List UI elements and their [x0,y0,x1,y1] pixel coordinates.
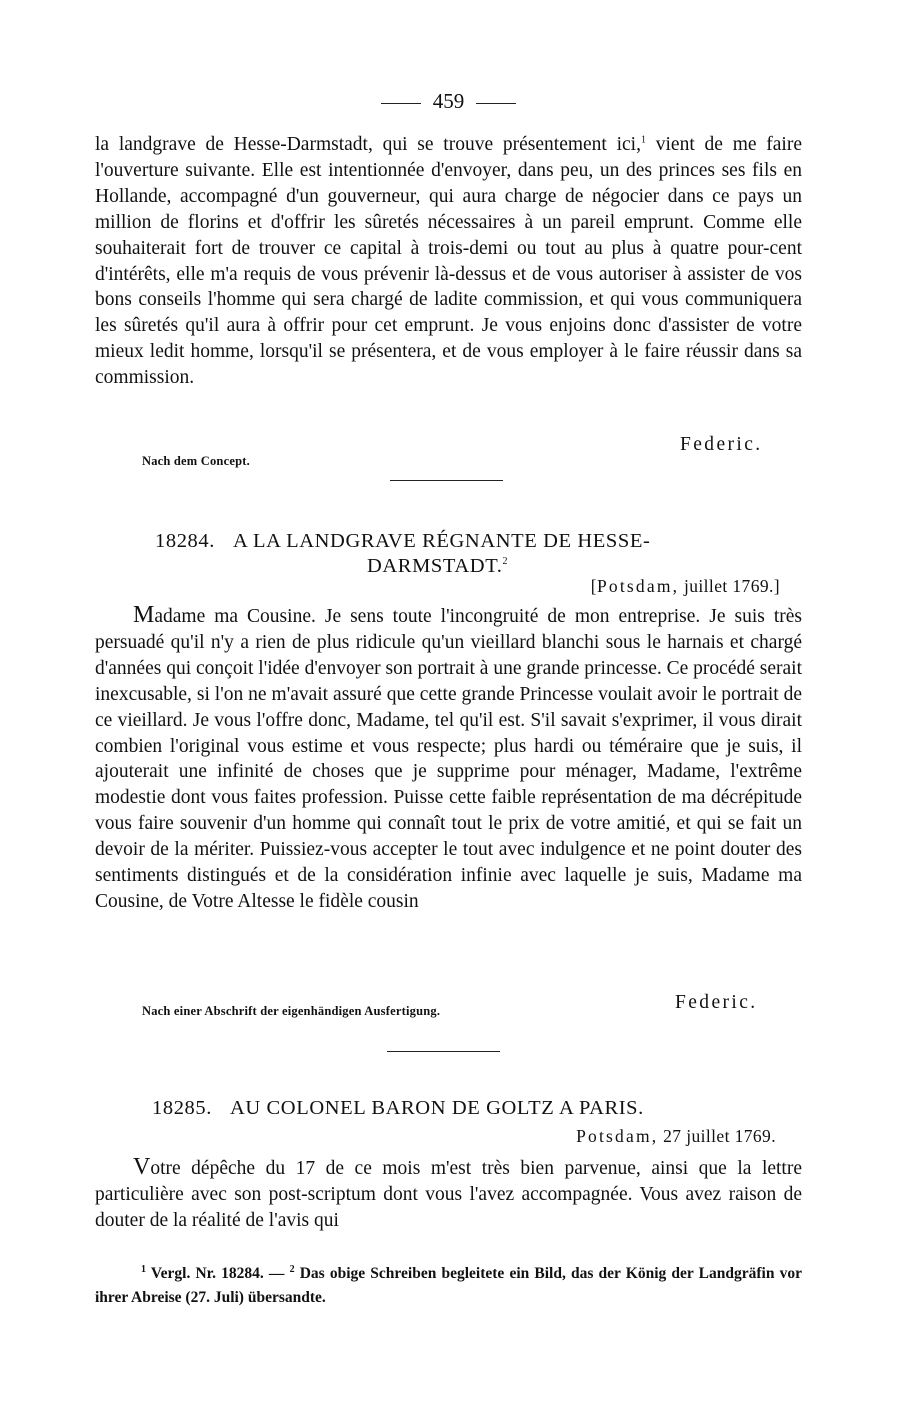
letter-prev-body [95,132,802,391]
page-header [95,88,802,114]
footnote-2-mark: 2 [289,1263,295,1275]
letter-prev-text-rest: vient de me faire l'ouverture suivante. Elle est intentionnée d'envoyer, dans peu, un des princes ses fils en Hollande, accompagné d'un gouverneur, qui aura charge de négocier dans ce pays un million de florins et d'offrir les sûretés nécessaires à un pareil emprunt. Comme elle souhaiterait fort de trouver ce capital à trois-demi ou tout au plus à quatre pour-cent d'intérêts, elle m'a requis de vous prévenir là-dessus et de vous autoriser à assister de vos bons conseils l'homme qui sera chargé de ladite commission, et qui vous communiquera les sûretés qu'il aura à offrir pour cet emprunt. Je vous enjoins donc d'assister de votre mieux ledit homme, lorsqu'il se présentera, et de vous employer à le faire réussir dans sa commission. [95,134,802,389]
footnote-2-text: Das obige Schreiben begleitete ein Bild, das der König der Landgräfin vor ihrer Abreise (27. Juli) übersandte. [95,1265,802,1306]
date-rest-2: 27 juillet 1769. [658,1126,776,1146]
letter-18285-dateline [576,1126,776,1147]
header-dash-left [381,103,421,104]
letter-18285-body [95,1155,802,1234]
letter-18284-recipient-line2: DARMSTADT. [367,555,503,577]
date-rest: juillet 1769.] [679,576,780,596]
date-place: Potsdam, [596,576,680,596]
letter-18284-heading [155,528,805,554]
letter-prev-signature: Federic. [680,434,763,455]
letter-18284-source: Nach einer Abschrift der eigenhändigen Ausfertigung. [142,1004,441,1018]
section-divider [390,480,503,481]
header-dash-right [476,103,516,104]
letter-18284-number: 18284. [155,530,215,552]
letter-18284-text: adame ma Cousine. Je sens toute l'incongruité de mon entreprise. Je suis très persuadé qu'il n'y a rien de plus ridicule qu'un vieillard blanchi sous le harnais et chargé d'années qui conçoit l'idée d'envoyer son portrait à une grande princesse. Ce procédé serait inexcusable, si l'on ne m'avait assuré que cette grande Princesse voulait avoir le portrait de ce vieillard. Je vous l'offre donc, Madame, tel qu'il est. S'il savait s'exprimer, il vous dirait combien l'original vous estime et vous respecte; plus hardi ou téméraire que je suis, il ajouterait une infinité de choses que je supprime pour ménager, Madame, l'extrême modestie dont vous faites profession. Puisse cette faible représentation de ma décrépitude vous faire souvenir d'un homme qui connaît tout le prix de votre amitié, et qui se fait un devoir de la mériter. Puissiez-vous accepter le tout avec indulgence et ne point douter des sentiments distingués et de la considération infinie avec laquelle je suis, Madame ma Cousine, de Votre Altesse le fidèle cousin [95,606,802,912]
letter-18285-initial: V [133,1154,151,1180]
letter-18285-number: 18285. [152,1097,212,1119]
footnote-1-mark: 1 [141,1263,146,1275]
footnote-1-text: Vergl. Nr. 18284. — [146,1265,290,1282]
book-page [95,0,802,1404]
letter-prev-source: Nach dem Concept. [142,454,250,468]
letter-18284-initial: M [133,602,155,628]
date-bracket: [ [590,576,597,596]
footnote-ref-2: 2 [502,556,509,568]
page-number: 459 [432,89,465,113]
section-divider-2 [387,1051,500,1052]
footnote-ref-1: 1 [640,134,646,146]
date-place-2: Potsdam, [576,1126,659,1146]
letter-18284-recipient-line1: A LA LANDGRAVE RÉGNANTE DE HESSE- [232,530,651,552]
letter-18285-heading [152,1095,802,1121]
letter-18285-recipient: AU COLONEL BARON DE GOLTZ A PARIS. [229,1097,644,1119]
letter-18284-signature: Federic. [675,992,758,1013]
letter-18285-text: otre dépêche du 17 de ce mois m'est très bien parvenue, ainsi que la lettre particulière avec son post-scriptum dont vous l'avez accompagnée. Vous avez raison de douter de la réalité de l'avis qui [95,1158,802,1231]
letter-prev-text: la landgrave de Hesse-Darmstadt, qui se trouve présentement ici, [95,134,641,155]
footnotes [95,1262,802,1310]
letter-18284-dateline [591,576,780,597]
letter-18284-body [95,603,802,915]
